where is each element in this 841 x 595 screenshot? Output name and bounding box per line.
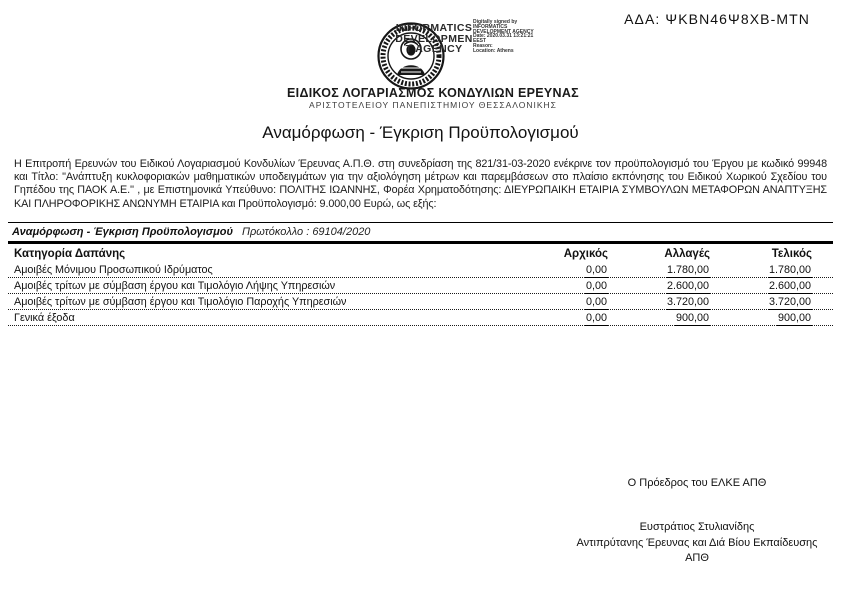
signature-block xyxy=(564,520,830,567)
initial-value: 0,00 xyxy=(585,296,607,308)
digital-stamp-agency xyxy=(394,23,474,55)
final-value: 2.600,00 xyxy=(768,280,811,292)
changes-cell xyxy=(608,264,710,277)
changes-value: 1.780,00 xyxy=(666,264,709,276)
budget-table xyxy=(8,246,833,326)
column-header-initial: Αρχικός xyxy=(563,248,608,260)
changes-cell xyxy=(608,280,710,293)
signatory-role-title: Ο Πρόεδρος του ΕΛΚΕ ΑΠΘ xyxy=(627,477,767,489)
category-cell: Αμοιβές τρίτων με σύμβαση έργου και Τιμολόγιο Λήψης Υπηρεσιών xyxy=(14,280,336,292)
changes-cell xyxy=(608,296,710,309)
category-cell: Αμοιβές Μόνιμου Προσωπικού Ιδρύματος xyxy=(14,264,213,276)
table-row xyxy=(8,278,833,294)
ada-number: ΑΔΑ: ΨΚΒΝ46Ψ8ΧΒ-ΜΤΝ xyxy=(624,11,810,27)
protocol-label: Πρωτόκολλο : xyxy=(242,226,310,238)
changes-value: 900,00 xyxy=(675,312,709,324)
organization-name: ΕΙΔΙΚΟΣ ΛΟΓΑΡΙΑΣΜΟΣ ΚΟΝΔΥΛΙΩΝ ΕΡΕΥΝΑΣ xyxy=(287,86,579,100)
approval-paragraph: Η Επιτροπή Ερευνών του Ειδικού Λογαριασμού Κονδυλίων Έρευνας Α.Π.Θ. στη συνεδρίαση της 821/31-03-2020 ενέκρινε τον προϋπολογισμό του Έργου με κωδικό 99948 και Τίτλο: "Ανάπτυξη κυκλοφοριακών μαθηματικών υποδειγμάτων για την αξιολόγηση μέτρων και παρεμβάσεων στο πλαίσιο εκπόνησης του Ειδικού Χωρικού Σχεδίου του Γηπέδου της ΠΑΟΚ Α.Ε.'' , με Επιστημονικά Υπεύθυνο: ΠΟΛΙΤΗΣ ΙΩΑΝΝΗΣ, Φορέα Χρηματοδότησης: ΔΙΕΥΡΩΠΑΙΚΗ ΕΤΑΙΡΙΑ ΣΥΜΒΟΥΛΩΝ ΜΕΤΑΦΟΡΩΝ ΑΝΑΠΤΥΞΗΣ ΚΑΙ ΠΛΗΡΟΦΟΡΙΚΗΣ ΑΝΩΝΥΜΗ ΕΤΑΙΡΙΑ και Προϋπολογισμό: 9.000,00 Ευρώ, ως εξής: xyxy=(14,158,827,210)
stamp-line: T AGENCY xyxy=(405,43,463,55)
stamp-line: INFORMATICS xyxy=(395,22,473,34)
table-row xyxy=(8,262,833,278)
column-header-final: Τελικός xyxy=(771,248,812,260)
initial-value: 0,00 xyxy=(585,264,607,276)
table-row xyxy=(8,294,833,310)
category-cell: Αμοιβές τρίτων με σύμβαση έργου και Τιμολόγιο Παροχής Υπηρεσιών xyxy=(14,296,347,308)
organization-subtitle: ΑΡΙΣΤΟΤΕΛΕΙΟΥ ΠΑΝΕΠΙΣΤΗΜΙΟΥ ΘΕΣΣΑΛΟΝΙΚΗΣ xyxy=(309,100,557,110)
signature-detail-line: Reason: xyxy=(473,42,493,49)
initial-cell xyxy=(506,264,608,277)
final-value: 1.780,00 xyxy=(768,264,811,276)
signature-detail-line: DEVELOPMENT AGENCY xyxy=(473,28,534,35)
signature-detail-line: Location: Athens xyxy=(473,47,514,54)
initial-cell xyxy=(506,280,608,293)
initial-value: 0,00 xyxy=(585,312,607,324)
table-row xyxy=(8,310,833,326)
final-value: 3.720,00 xyxy=(768,296,811,308)
changes-value: 3.720,00 xyxy=(666,296,709,308)
digital-signature-details xyxy=(473,20,533,54)
signature-detail-line: EEST xyxy=(473,38,487,45)
signature-detail-line: Date: 2020.03.31 13:21:21 xyxy=(473,33,534,40)
category-cell: Γενικά έξοδα xyxy=(14,312,75,324)
final-value: 900,00 xyxy=(777,312,811,324)
stamp-line: DEVELOPMEN xyxy=(395,32,473,45)
document-title: Αναμόρφωση - Έγκριση Προϋπολογισμού xyxy=(262,123,579,142)
final-cell xyxy=(710,264,812,277)
band-title: Αναμόρφωση - Έγκριση Προϋπολογισμού xyxy=(12,226,233,238)
final-cell xyxy=(710,312,812,325)
initial-value: 0,00 xyxy=(585,280,607,292)
protocol-value: 69104/2020 xyxy=(312,226,371,238)
final-cell xyxy=(710,280,812,293)
column-header-category: Κατηγορία Δαπάνης xyxy=(14,248,126,260)
column-header-changes: Αλλαγές xyxy=(664,248,710,260)
signatory-position: Αντιπρύτανης Έρευνας και Διά Βίου Εκπαίδευσης xyxy=(576,536,818,549)
protocol-band xyxy=(8,222,833,244)
signatory-institution: ΑΠΘ xyxy=(685,552,709,564)
final-cell xyxy=(710,296,812,309)
initial-cell xyxy=(506,296,608,309)
signature-detail-line: Digitally signed by xyxy=(473,19,518,25)
table-header-row xyxy=(8,246,833,262)
changes-cell xyxy=(608,312,710,325)
signature-detail-line: INFORMATICS xyxy=(473,23,508,30)
initial-cell xyxy=(506,312,608,325)
changes-value: 2.600,00 xyxy=(666,280,709,292)
signatory-name: Ευστράτιος Στυλιανίδης xyxy=(639,521,755,533)
